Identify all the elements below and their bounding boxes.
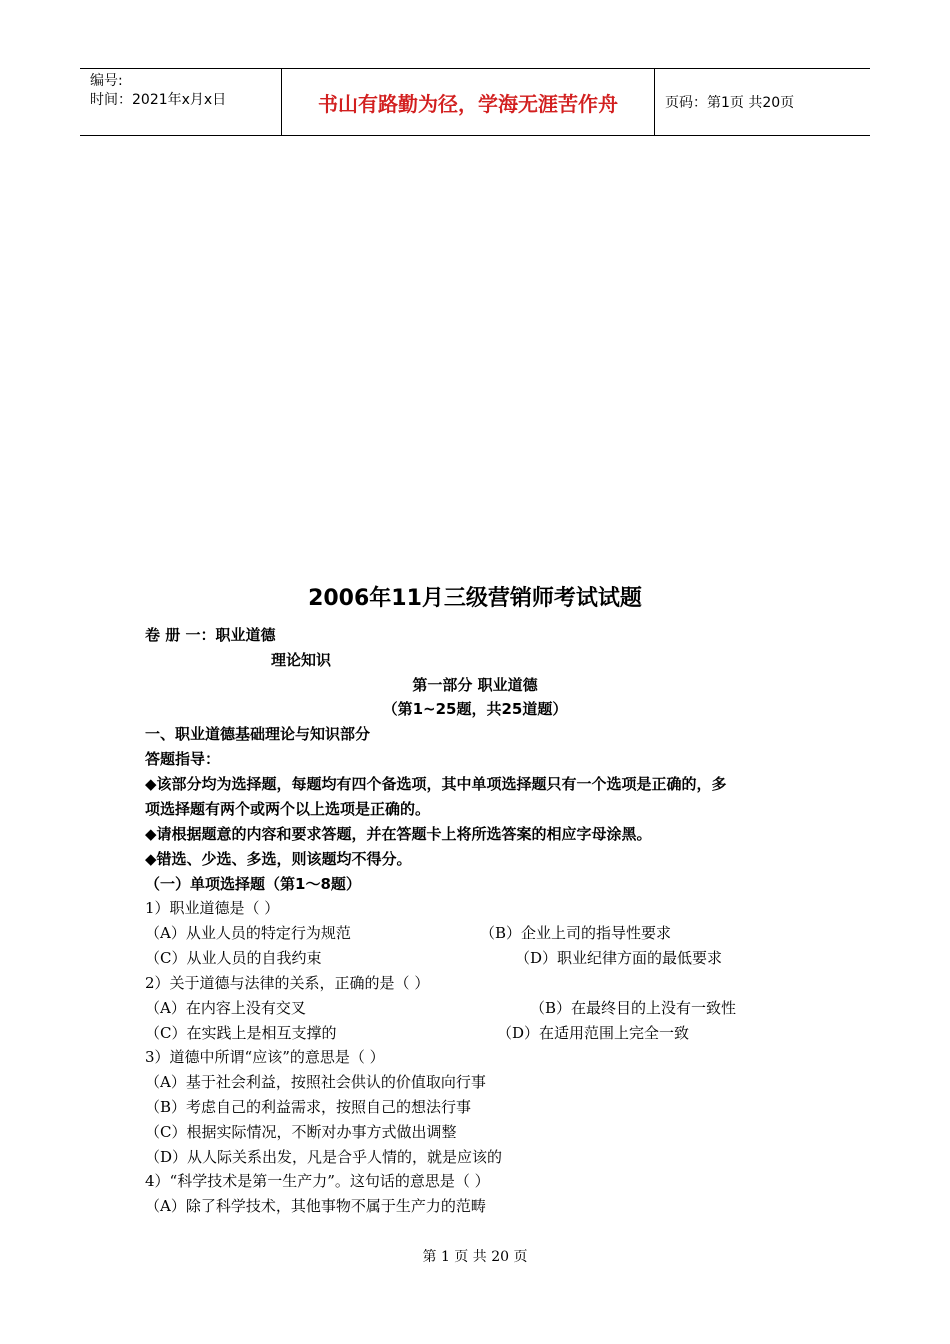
guide-line-2: ◆请根据题意的内容和要求答题，并在答题卡上将所选答案的相应字母涂黑。 [145, 825, 652, 843]
guide-line-1a: ◆该部分均为选择题，每题均有四个备选项，其中单项选择题只有一个选项是正确的，多 [145, 775, 727, 793]
header-meta [80, 69, 282, 135]
q1-option-c: （C）从业人员的自我约束 [145, 949, 322, 967]
guide-line-1b: 项选择题有两个或两个以上选项是正确的。 [145, 800, 431, 818]
guide-label: 答题指导： [145, 750, 221, 768]
q2-option-c: （C）在实践上是相互支撑的 [145, 1024, 337, 1042]
q3-option-a: （A）基于社会利益，按照社会供认的价值取向行事 [145, 1073, 486, 1091]
question-4: 4）“科学技术是第一生产力”。这句话的意思是（ ） [145, 1172, 490, 1190]
q1-option-b: （B）企业上司的指导性要求 [480, 924, 672, 942]
q2-option-d: （D）在适用范围上完全一致 [497, 1024, 690, 1042]
volume-line: 卷 册 一：职业道德 [145, 626, 276, 644]
part-heading: 第一部分 职业道德 [412, 676, 538, 694]
guide-line-3: ◆错选、少选、多选，则该题均不得分。 [145, 850, 412, 868]
q3-option-c: （C）根据实际情况，不断对办事方式做出调整 [145, 1123, 457, 1141]
section-heading: 一、职业道德基础理论与知识部分 [145, 725, 371, 743]
number-label: 编号: [90, 73, 123, 89]
q4-option-a: （A）除了科学技术，其他事物不属于生产力的范畴 [145, 1197, 486, 1215]
header-page-info: 页码：第1页 共20页 [665, 95, 795, 111]
question-1: 1）职业道德是（ ） [145, 899, 280, 917]
subsection-heading: （一）单项选择题（第1～8题） [145, 875, 361, 893]
q1-option-a: （A）从业人员的特定行为规范 [145, 924, 351, 942]
page-footer: 第 1 页 共 20 页 [422, 1249, 528, 1265]
q3-option-d: （D）从人际关系出发，凡是合乎人情的，就是应该的 [145, 1148, 503, 1166]
q2-option-b: （B）在最终目的上没有一致性 [530, 999, 737, 1017]
question-range: （第1~25题，共25道题） [382, 700, 568, 718]
q1-option-d: （D）职业纪律方面的最低要求 [515, 949, 723, 967]
q3-option-b: （B）考虑自己的利益需求，按照自己的想法行事 [145, 1098, 472, 1116]
page-header [80, 68, 870, 136]
time-label: 时间：2021年x月x日 [90, 92, 227, 108]
q2-option-a: （A）在内容上没有交叉 [145, 999, 306, 1017]
subtitle-line: 理论知识 [271, 651, 332, 669]
header-motto: 书山有路勤为径，学海无涯苦作舟 [282, 69, 655, 135]
question-3: 3）道德中所谓“应该”的意思是（ ） [145, 1048, 385, 1066]
question-2: 2）关于道德与法律的关系，正确的是（ ） [145, 974, 430, 992]
document-title: 2006年11月三级营销师考试试题 [308, 586, 642, 611]
